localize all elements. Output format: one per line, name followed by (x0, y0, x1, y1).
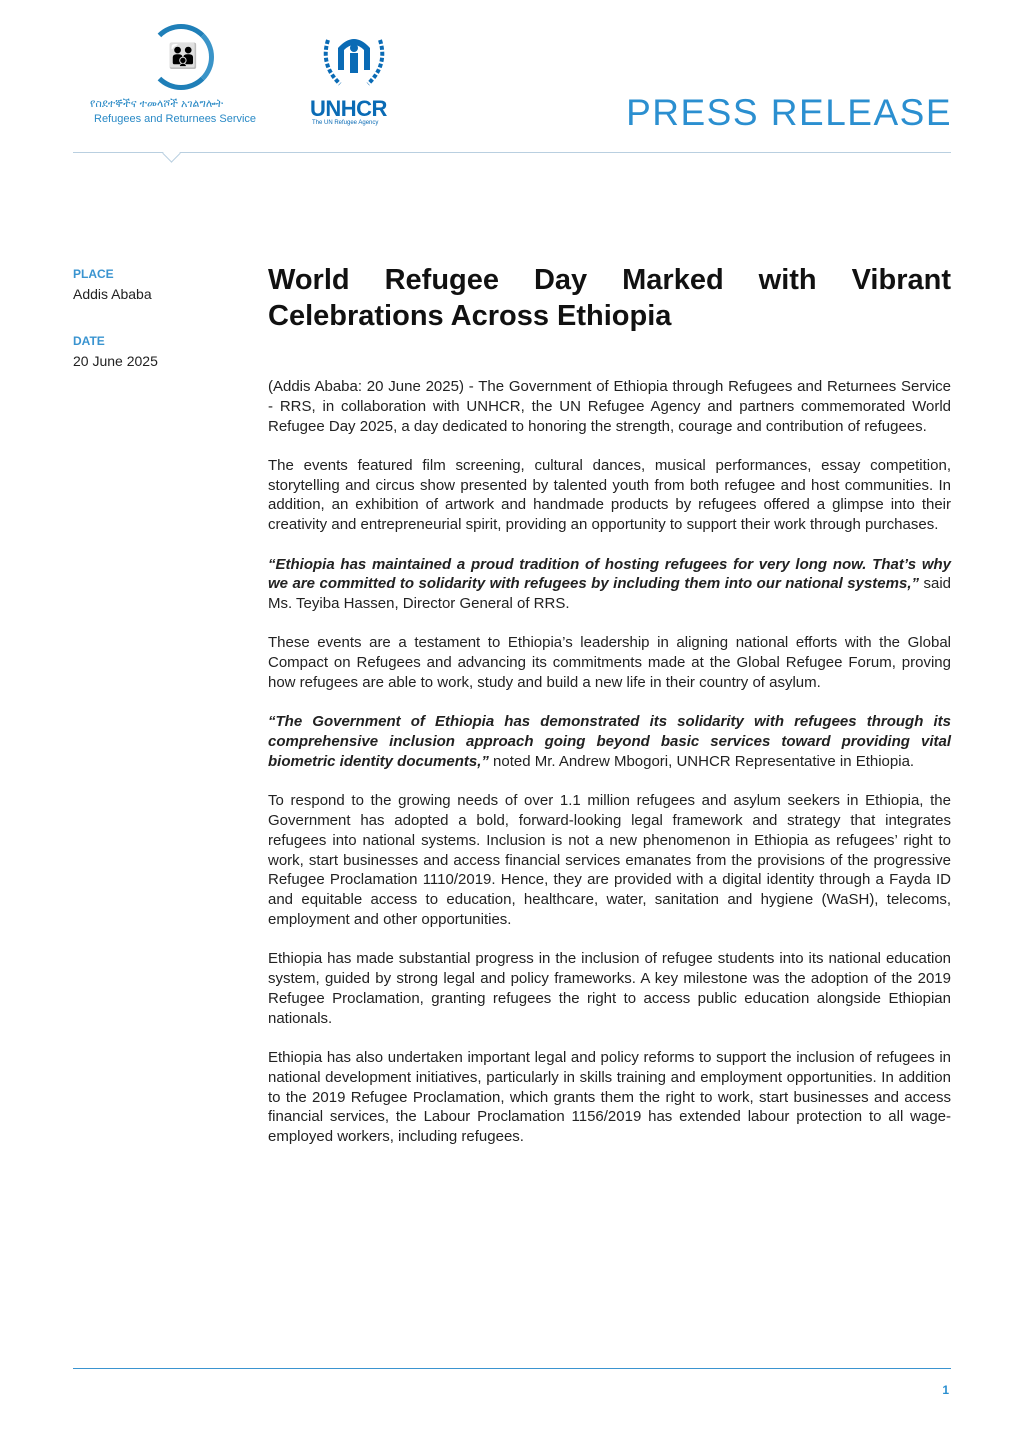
paragraph (268, 456, 951, 535)
paragraph-text: (Addis Ababa: 20 June 2025) - The Government of Ethiopia through Refugees and Returnees Service - RRS, in collaboration with UNHCR, the UN Refugee Agency and partners commemorated World Refugee Day 2025, a day dedicated to honoring the strength, courage and contribution of refugees. (268, 378, 951, 435)
unhcr-wordmark: UNHCR (310, 96, 387, 121)
footer-divider (73, 1368, 951, 1369)
rrs-logo (90, 22, 275, 132)
rrs-name-amharic: የስደተኞችና ተመላሾች አገልግሎት (90, 98, 224, 110)
paragraph (268, 1048, 951, 1147)
paragraph (268, 712, 951, 771)
unhcr-emblem-icon (318, 30, 390, 90)
paragraph-text: noted Mr. Andrew Mbogori, UNHCR Representative in Ethiopia. (488, 752, 915, 770)
paragraph (268, 377, 951, 436)
place-value: Addis Ababa (73, 286, 152, 302)
quote: “Ethiopia has maintained a proud tradition of hosting refugees for very long now. That’s why we are committed to solidarity with refugees by including them into our national systems,” (268, 555, 951, 593)
paragraph-text: The events featured film screening, cultural dances, musical performances, essay competition, storytelling and circus show presented by talented youth from both refugee and host communities. In addition, an exhibition of artwork and handmade products by refugees offered a glimpse into their creativity and entrepreneurial spirit, providing an opportunity to support their work through purchases. (268, 456, 951, 534)
place-label: PLACE (73, 267, 114, 281)
paragraph-text: These events are a testament to Ethiopia’s leadership in aligning national efforts with the Global Compact on Refugees and advancing its commitments made at the Global Refugee Forum, proving how refugees are able to work, study and build a new life in their country of asylum. (268, 634, 951, 692)
paragraph-text: Ethiopia has made substantial progress in the inclusion of refugee students into its national education system, guided by strong legal and policy frameworks. A key milestone was the adoption of the 2019 Refugee Proclamation, granting refugees the right to access public education alongside Ethiopian nationals. (268, 950, 951, 1027)
paragraph (268, 791, 951, 930)
unhcr-logo (310, 30, 400, 130)
paragraph-text: Ethiopia has also undertaken important legal and policy reforms to support the inclusion of refugees in national development initiatives, particularly in skills training and employment opportunities. In addition to the 2019 Refugee Proclamation, which grants them the right to work, start businesses and access financial services, the Labour Proclamation 1156/2019 has extended labour protection to all wage-employed workers, including refugees. (268, 1049, 951, 1146)
press-release-heading: PRESS RELEASE (626, 92, 952, 133)
paragraph (268, 949, 951, 1028)
divider-notch (162, 144, 180, 162)
quote: “The Government of Ethiopia has demonstrated its solidarity with refugees through its comprehensive inclusion approach going beyond basic services toward providing vital biometric identity documents,” (268, 713, 951, 770)
paragraph (268, 633, 951, 692)
rrs-name-english: Refugees and Returnees Service (94, 113, 257, 125)
header-divider (73, 152, 951, 153)
article-title: World Refugee Day Marked with Vibrant Celebrations Across Ethiopia (268, 264, 951, 332)
page-number: 1 (942, 1383, 949, 1397)
date-label: DATE (73, 334, 105, 348)
paragraph (268, 555, 951, 614)
paragraph-text: said Ms. Teyiba Hassen, Director General of RRS. (268, 575, 952, 613)
date-value: 20 June 2025 (73, 353, 158, 369)
people-icon: 👪 (168, 43, 198, 70)
unhcr-tagline: The UN Refugee Agency (312, 120, 379, 126)
article-body (268, 377, 951, 1167)
paragraph-text: To respond to the growing needs of over 1.1 million refugees and asylum seekers in Ethiopia, the Government has adopted a bold, forward-looking legal framework and strategy that integrates refugees into national systems. Inclusion is not a new phenomenon in Ethiopia as refugees’ right to work, start businesses and access financial services emanates from the provisions of the progressive Refugee Proclamation 1110/2019. Hence, they are provided with a digital identity through a Fayda ID and equitable access to education, healthcare, water, sanitation and hygiene (WaSH), telecoms, employment and other opportunities. (268, 792, 951, 929)
